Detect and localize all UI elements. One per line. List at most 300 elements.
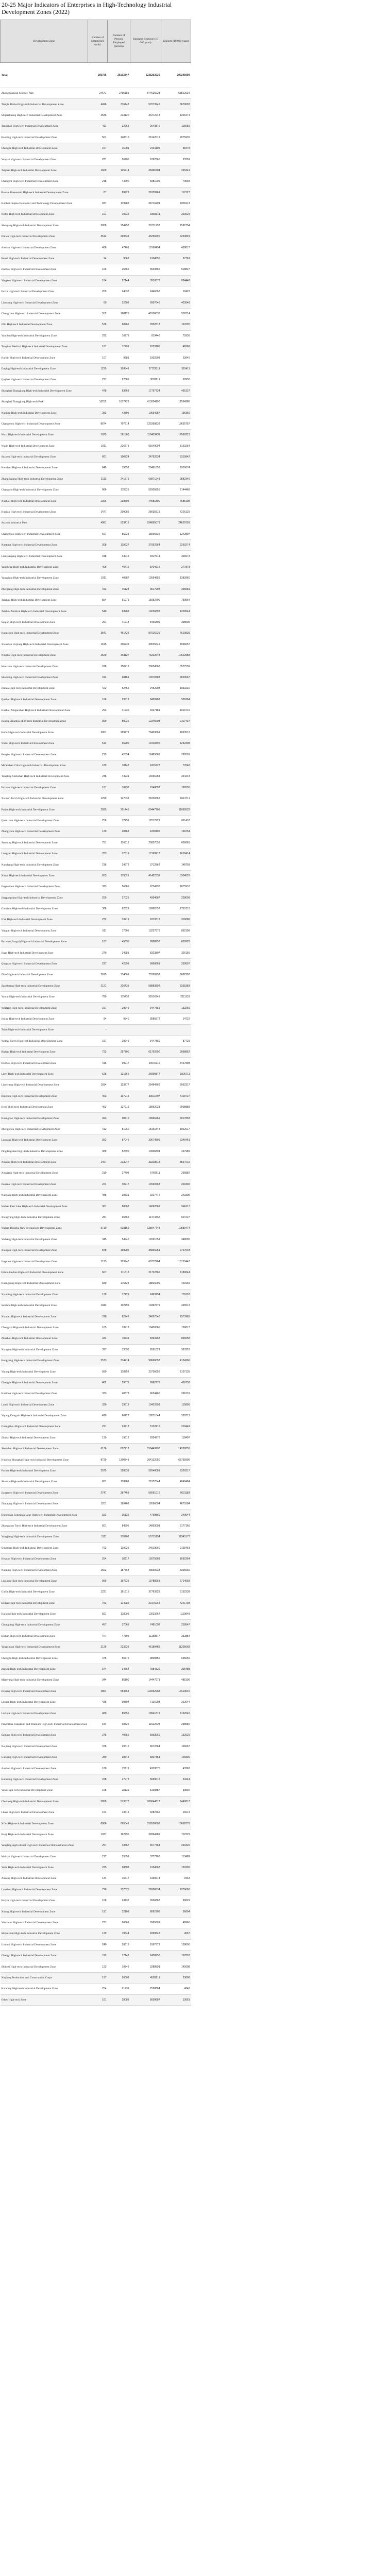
table-row (1, 231, 191, 242)
cell-enterprises: 978 (88, 661, 108, 672)
cell-exports: 1616414 (161, 848, 191, 859)
cell-exports: 316086 (161, 914, 191, 925)
cell-development-zone: Xiaoshan Linjiang High-tech Industrial Development Zone (1, 639, 88, 650)
cell-business-revenue: 2434195 (130, 143, 161, 154)
cell-business-revenue: 32916743 (130, 992, 161, 1003)
cell-exports: 49960 (161, 1917, 191, 1928)
table-row (1, 947, 191, 958)
cell-exports: 1592754 (161, 220, 191, 231)
cell-exports: 4154266 (161, 1355, 191, 1366)
table-row (1, 506, 191, 517)
table-row (1, 1620, 191, 1631)
cell-persons-employed: 66900 (108, 738, 130, 749)
cell-enterprises: 333 (88, 1388, 108, 1399)
cell-business-revenue: 12465663 (130, 749, 161, 760)
table-row (1, 1168, 191, 1179)
cell-business-revenue: 21839961 (130, 187, 161, 198)
cell-business-revenue: 3160614 (130, 1873, 161, 1884)
cell-enterprises: 2747 (88, 1487, 108, 1498)
cell-enterprises: 2008 (88, 220, 108, 231)
cell-enterprises: 134 (88, 1873, 108, 1884)
cell-exports: 852198 (161, 925, 191, 936)
cell-development-zone: Jinhua High-tech Industrial Development Zone (1, 683, 88, 694)
cell-exports: 6253891 (161, 231, 191, 242)
cell-exports: 1383960 (161, 573, 191, 584)
table-row (1, 1664, 191, 1674)
cell-enterprises: 323 (88, 882, 108, 892)
cell-development-zone: Dezhou High-tech Industrial Development Zone (1, 1058, 88, 1069)
cell-enterprises: 3512 (88, 231, 108, 242)
table-row (1, 1532, 191, 1543)
cell-persons-employed: 25366 (108, 264, 130, 275)
cell-persons-employed: 118927 (108, 540, 130, 551)
cell-exports: 265882 (161, 1168, 191, 1179)
cell-business-revenue: 10422999 (130, 1399, 161, 1410)
cell-development-zone: Liuzhou High-tech Industrial Development Zone (1, 1575, 88, 1586)
cell-persons-employed: 40416 (108, 562, 130, 572)
table-row (1, 1388, 191, 1399)
cell-business-revenue: 12033262 (130, 1608, 161, 1619)
cell-development-zone: Heze High-tech Industrial Development Zone (1, 1101, 88, 1112)
cell-development-zone: Xuzhou High-tech Industrial Development Zone (1, 496, 88, 506)
cell-enterprises: 1669 (88, 165, 108, 176)
table-row (1, 815, 191, 826)
cell-persons-employed: 257700 (108, 1046, 130, 1057)
table-row (1, 99, 191, 110)
cell-development-zone: Anshan High-tech Industrial Development Zone (1, 242, 88, 253)
cell-exports: 6682290 (161, 970, 191, 980)
cell-business-revenue: 6624460 (130, 1388, 161, 1399)
cell-exports: 6714068 (161, 1575, 191, 1586)
cell-persons-employed: 45124 (108, 584, 130, 595)
cell-enterprises: 378 (88, 1311, 108, 1322)
cell-enterprises: 996 (88, 1575, 108, 1586)
cell-enterprises: 514 (88, 738, 108, 749)
cell-development-zone: Changsha High-tech Industrial Development Zone (1, 1322, 88, 1333)
cell-enterprises: 352 (88, 1135, 108, 1146)
cell-enterprises: 554 (88, 595, 108, 605)
cell-business-revenue: 20401653 (130, 463, 161, 473)
table-row (1, 341, 191, 352)
cell-enterprises: 167 (88, 937, 108, 947)
cell-exports: 11543177 (161, 1532, 191, 1543)
cell-persons-employed: 17429 (108, 1289, 130, 1300)
cell-exports: 398509 (161, 617, 191, 628)
cell-business-revenue: 9960661 (130, 958, 161, 969)
cell-exports: 4966657 (161, 639, 191, 650)
cell-enterprises: 1042 (88, 1300, 108, 1311)
cell-development-zone: Zibo High-tech Industrial Development Zone (1, 970, 88, 980)
cell-persons-employed: 43567 (108, 1840, 130, 1851)
table-row (1, 1796, 191, 1807)
cell-business-revenue: 55715154 (130, 1532, 161, 1543)
cell-business-revenue: 17757724 (130, 385, 161, 396)
cell-exports: 3396065 (161, 1565, 191, 1575)
table-row (1, 176, 191, 187)
cell-business-revenue: 9962778 (130, 1377, 161, 1388)
cell-persons-employed: 707914 (108, 418, 130, 429)
cell-enterprises: 376 (88, 1741, 108, 1752)
cell-persons-employed: 269838 (108, 231, 130, 242)
cell-business-revenue: 3936867 (130, 1895, 161, 1906)
cell-enterprises: 482 (88, 1377, 108, 1388)
cell-exports: 128600 (161, 1939, 191, 1950)
cell-exports: 4875384 (161, 1499, 191, 1510)
table-row (1, 1454, 191, 1465)
cell-persons-employed: 68161 (108, 672, 130, 683)
cell-enterprises: 649 (88, 463, 108, 473)
cell-persons-employed: 38531 (108, 1190, 130, 1201)
table-row (1, 352, 191, 363)
table-row (1, 242, 191, 253)
cell-persons-employed (108, 1025, 130, 1036)
cell-exports: 290501 (161, 749, 191, 760)
cell-persons-employed: 37819 (108, 848, 130, 859)
cell-persons-employed: 461429 (108, 628, 130, 639)
cell-business-revenue: 76403661 (130, 727, 161, 738)
cell-enterprises: 753 (88, 1598, 108, 1608)
cell-business-revenue: 5447860 (130, 1036, 161, 1046)
cell-business-revenue: 22606534 (130, 1884, 161, 1895)
cell-development-zone: Zhuhai High-tech Industrial Development Zone (1, 1432, 88, 1443)
table-row (1, 1631, 191, 1641)
cell-exports: 148703 (161, 859, 191, 870)
cell-business-revenue: 26464266 (130, 1080, 161, 1091)
cell-development-zone: Anyang High-tech Industrial Development Zone (1, 1157, 88, 1167)
table-row (1, 848, 191, 859)
cell-enterprises: 293 (88, 705, 108, 716)
cell-business-revenue: 1869848 (130, 1928, 161, 1939)
cell-persons-employed: 45695 (108, 937, 130, 947)
cell-development-zone: Taiyuan High-tech Industrial Development Zone (1, 165, 88, 176)
cell-enterprises: 389 (88, 1146, 108, 1157)
cell-development-zone: Zhangzhou High-tech Industrial Development Zone (1, 826, 88, 837)
cell-development-zone: Huaihua High-tech Industrial Development Zone (1, 1388, 88, 1399)
cell-exports: 23640 (161, 352, 191, 363)
cell-development-zone: Xinxiang High-tech Industrial Development Zone (1, 1168, 88, 1179)
table-row (1, 1763, 191, 1774)
cell-enterprises: 218 (88, 176, 108, 187)
cell-persons-employed: 16278 (108, 330, 130, 341)
cell-exports: 10889474 (161, 1223, 191, 1234)
cell-development-zone: Tianjin Binhai High-tech Industrial Development Zone (1, 99, 88, 110)
cell-exports: 518827 (161, 264, 191, 275)
cell-development-zone: Qingdao High-tech Industrial Development Zone (1, 958, 88, 969)
cell-exports: 1573963 (161, 1311, 191, 1322)
cell-enterprises: 180 (88, 760, 108, 771)
cell-exports: 11205068 (161, 1642, 191, 1653)
cell-business-revenue: 51649094 (130, 440, 161, 451)
cell-persons-employed: 33918 (108, 1322, 130, 1333)
cell-development-zone: Zhaoqing High-tech Industrial Development Zone (1, 1499, 88, 1510)
cell-exports: 9998852 (161, 1046, 191, 1057)
table-row (1, 330, 191, 341)
cell-enterprises: 232 (88, 914, 108, 925)
cell-enterprises: 130 (88, 1432, 108, 1443)
cell-development-zone: Changzhou High-tech Industrial Development Zone (1, 418, 88, 429)
table-row (1, 1499, 191, 1510)
cell-development-zone: Zhengzhou High-tech Industrial Development Zone (1, 1124, 88, 1134)
cell-business-revenue: 8427011 (130, 551, 161, 562)
table-row (1, 1951, 191, 1961)
cell-enterprises: 248 (88, 771, 108, 782)
cell-enterprises: 1011 (88, 573, 108, 584)
cell-persons-employed: 213120 (108, 110, 130, 121)
cell-enterprises: 1290 (88, 793, 108, 804)
cell-business-revenue: 8466809 (130, 617, 161, 628)
cell-business-revenue: 5160887 (130, 1785, 161, 1796)
cell-development-zone: Yingtan High-tech Industrial Development Zone (1, 925, 88, 936)
cell-development-zone: Jining High-tech Industrial Development Zone (1, 1013, 88, 1024)
table-row (1, 1829, 191, 1840)
cell-business-revenue: 6154567 (130, 1862, 161, 1873)
cell-enterprises: 227 (88, 1917, 108, 1928)
cell-enterprises: 281 (88, 154, 108, 165)
cell-development-zone: Huanggang High-tech Industrial Development Zone (1, 1278, 88, 1289)
cell-exports: 352884 (161, 1631, 191, 1641)
cell-enterprises: 344 (88, 1675, 108, 1686)
cell-persons-employed: 20468 (108, 826, 130, 837)
cell-business-revenue: 15075668 (130, 1553, 161, 1564)
table-row (1, 870, 191, 881)
cell-enterprises: 301 (88, 1201, 108, 1212)
cell-persons-employed: 241879 (108, 473, 130, 484)
cell-enterprises: 281 (88, 1212, 108, 1223)
table-row (1, 88, 191, 99)
table-row (1, 1741, 191, 1752)
cell-business-revenue: 14062669 (130, 1201, 161, 1212)
cell-enterprises: 161 (88, 1994, 108, 2005)
cell-persons-employed: 9340 (108, 1013, 130, 1024)
cell-development-zone: Jingmen High-tech Industrial Development Zone (1, 1256, 88, 1267)
cell-business-revenue: 4303870 (130, 1763, 161, 1774)
cell-persons-employed: 42094 (108, 749, 130, 760)
cell-persons-employed: 33619 (108, 1399, 130, 1410)
cell-development-zone: Suzhou Industrial Park (1, 518, 88, 529)
table-row (1, 375, 191, 385)
table-row (1, 672, 191, 683)
header-persons-employed: Number of Persons Employed (person) (108, 20, 130, 63)
cell-business-revenue: 2493294 (130, 1289, 161, 1300)
cell-enterprises: 227 (88, 375, 108, 385)
cell-enterprises: 1467 (88, 1157, 108, 1167)
cell-exports: 6631183 (161, 1487, 191, 1498)
table-row (1, 297, 191, 308)
cell-persons-employed: 223229 (108, 1642, 130, 1653)
table-row (1, 1653, 191, 1664)
cell-business-revenue: 29771997 (130, 220, 161, 231)
table-row (1, 540, 191, 551)
table-row (1, 1487, 191, 1498)
cell-exports: 1107135 (161, 1366, 191, 1377)
cell-exports: 485106 (161, 1675, 191, 1686)
cell-business-revenue: 30674896 (130, 1135, 161, 1146)
cell-enterprises: 625 (88, 1069, 108, 1079)
cell-business-revenue: 6319313 (130, 914, 161, 925)
cell-business-revenue: 6766611 (130, 1168, 161, 1179)
cell-persons-employed: 90894 (108, 1697, 130, 1708)
cell-business-revenue: 1902903 (130, 352, 161, 363)
cell-business-revenue: 5669012 (130, 1774, 161, 1785)
cell-persons-employed: 89928 (108, 187, 130, 198)
cell-enterprises: 221 (88, 1421, 108, 1432)
table-row (1, 1025, 191, 1036)
cell-persons-employed: 52690 (108, 1146, 130, 1157)
cell-exports: 161054 (161, 826, 191, 837)
cell-exports: 365581 (161, 584, 191, 595)
cell-persons-employed: 37408 (108, 1168, 130, 1179)
table-row (1, 110, 191, 121)
cell-enterprises: 412 (88, 1124, 108, 1134)
cell-persons-employed: 22603 (108, 297, 130, 308)
cell-business-revenue: 23736656 (130, 1366, 161, 1377)
cell-enterprises: 216 (88, 859, 108, 870)
cell-enterprises: 493 (88, 1113, 108, 1124)
cell-development-zone: Zhangjiagang High-tech Industrial Development Zone (1, 473, 88, 484)
cell-persons-employed: 9063 (108, 253, 130, 264)
cell-development-zone: Baoji High-tech Industrial Development Zone (1, 1829, 88, 1840)
cell-enterprises: 478 (88, 385, 108, 396)
cell-persons-employed: 316442 (108, 99, 130, 110)
cell-business-revenue: 24752634 (130, 451, 161, 462)
cell-persons-employed: 109541 (108, 363, 130, 374)
cell-business-revenue: 18941813 (130, 1708, 161, 1719)
cell-development-zone: Yichang High-tech Industrial Development Zone (1, 1234, 88, 1245)
table-row (1, 1410, 191, 1421)
cell-development-zone: Sanming High-tech Industrial Development Zone (1, 837, 88, 848)
cell-business-revenue: 13978788 (130, 672, 161, 683)
cell-persons-employed: 86234 (108, 529, 130, 539)
cell-exports: 1613711 (161, 793, 191, 804)
table-row (1, 1091, 191, 1101)
table-row (1, 573, 191, 584)
cell-persons-employed: 523416 (108, 518, 130, 529)
cell-business-revenue: 24697346 (130, 1311, 161, 1322)
cell-persons-employed: 1677423 (108, 396, 130, 407)
cell-persons-employed: 85100 (108, 1675, 130, 1686)
cell-business-revenue: 20857053 (130, 837, 161, 848)
cell-business-revenue: 48100033 (130, 308, 161, 319)
table-row (1, 430, 191, 440)
cell-business-revenue: 5807351 (130, 1752, 161, 1762)
cell-business-revenue: 76232648 (130, 650, 161, 660)
cell-enterprises: 397 (88, 1344, 108, 1355)
table-row (1, 1212, 191, 1223)
cell-business-revenue: 39535649 (130, 639, 161, 650)
cell-enterprises: 1034 (88, 1080, 108, 1091)
cell-business-revenue: 13906894 (130, 1146, 161, 1157)
cell-persons-employed: 118961 (108, 1477, 130, 1487)
cell-exports: 712329 (161, 1829, 191, 1840)
table-row (1, 628, 191, 639)
cell-exports: 2715110 (161, 903, 191, 914)
cell-development-zone: Suqian High-tech Industrial Development Zone (1, 617, 88, 628)
table-row (1, 1135, 191, 1146)
cell-development-zone: Guiyang High-tech Industrial Development Zone (1, 1752, 88, 1762)
cell-enterprises: 197 (88, 1003, 108, 1013)
cell-business-revenue: 119433431 (130, 430, 161, 440)
cell-persons-employed: 121666 (108, 1069, 130, 1079)
cell-business-revenue: 99666057 (130, 1355, 161, 1366)
cell-persons-employed: 13619 (108, 1807, 130, 1818)
cell-exports: 265341 (161, 165, 191, 176)
cell-persons-employed: 189463 (108, 1499, 130, 1510)
cell-exports: 377878 (161, 562, 191, 572)
cell-persons-employed: 145214 (108, 165, 130, 176)
table-row (1, 1421, 191, 1432)
cell-enterprises: 101 (88, 209, 108, 220)
cell-exports: 2008889 (161, 1101, 191, 1112)
cell-business-revenue: 6148097 (130, 782, 161, 793)
cell-development-zone: Shanghai Zhangjiang High-tech Park (1, 396, 88, 407)
cell-exports: 606063 (161, 837, 191, 848)
cell-exports: 142608 (161, 1961, 191, 1972)
cell-exports: 7144468 (161, 485, 191, 496)
cell-business-revenue: 3586572 (130, 1013, 161, 1024)
cell-development-zone: Ankang High-tech Industrial Development Zone (1, 1873, 88, 1884)
cell-exports: 639928 (161, 937, 191, 947)
cell-persons-employed: 66227 (108, 1410, 130, 1421)
table-row (1, 914, 191, 925)
cell-enterprises: 240 (88, 1939, 108, 1950)
cell-exports: 58478 (161, 143, 191, 154)
cell-exports: 75936 (161, 330, 191, 341)
cell-exports: 249644 (161, 1510, 191, 1520)
cell-persons-employed: 314669 (108, 970, 130, 980)
cell-business-revenue: 16982857 (130, 903, 161, 914)
cell-exports: 262644 (161, 1697, 191, 1708)
cell-exports: 36604 (161, 1906, 191, 1917)
table-row (1, 187, 191, 198)
cell-enterprises: 209 (88, 286, 108, 297)
table-row (1, 980, 191, 991)
cell-exports: 14328053 (161, 1444, 191, 1454)
cell-business-revenue: 70399952 (130, 970, 161, 980)
cell-persons-employed: 78731 (108, 1333, 130, 1344)
cell-business-revenue: 18966269 (130, 1113, 161, 1124)
cell-persons-employed: 41930 (108, 705, 130, 716)
cell-exports: 152026 (161, 1730, 191, 1741)
cell-exports: 5152338 (161, 1587, 191, 1598)
cell-development-zone: Beihai High-tech Industrial Development Zone (1, 1598, 88, 1608)
table-row (1, 1675, 191, 1686)
cell-development-zone: Longyan High-tech Industrial Development Zone (1, 848, 88, 859)
cell-persons-employed: 38644 (108, 1752, 130, 1762)
cell-business-revenue: 24519960 (130, 1543, 161, 1553)
cell-enterprises: 2529 (88, 650, 108, 660)
table-row (1, 683, 191, 694)
table-row (1, 308, 191, 319)
cell-development-zone: Baoding High-tech Industrial Development Zone (1, 132, 88, 143)
cell-development-zone: Foshan High-tech Industrial Development Zone (1, 1465, 88, 1476)
cell-enterprises: 478 (88, 1410, 108, 1421)
cell-development-zone: Quanzhou High-tech Industrial Development Zone (1, 815, 88, 826)
cell-exports: 16613 (161, 1807, 191, 1818)
cell-persons-employed: 88110 (108, 1113, 130, 1124)
cell-development-zone: Yulin High-tech Industrial Development Zone (1, 1862, 88, 1873)
table-row (1, 1101, 191, 1112)
cell-development-zone: Nanchang High-tech Industrial Development Zone (1, 859, 88, 870)
cell-business-revenue: 4769860 (130, 1510, 161, 1520)
cell-exports: 9463 (161, 1873, 191, 1884)
cell-development-zone: Suzhou High-tech Industrial Development Zone (1, 451, 88, 462)
cell-business-revenue: 6672664 (130, 1741, 161, 1752)
cell-persons-employed: 28083 (108, 1994, 130, 2005)
cell-development-zone: Qingyuan High-tech Industrial Development Zone (1, 1543, 88, 1553)
cell-enterprises: 1201 (88, 1499, 108, 1510)
cell-business-revenue: 27062964 (130, 540, 161, 551)
cell-exports: 2767648 (161, 1245, 191, 1256)
